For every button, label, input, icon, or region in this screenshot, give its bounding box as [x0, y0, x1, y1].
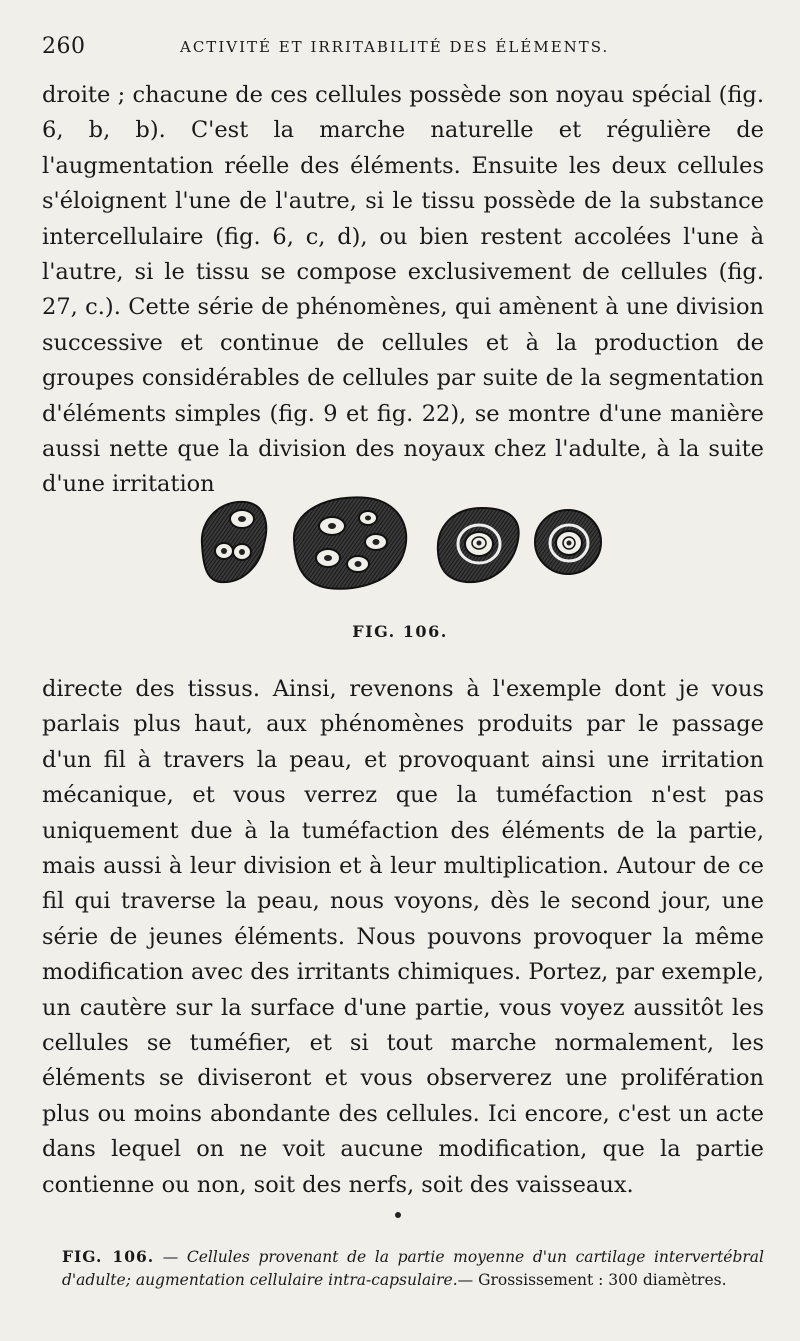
cell-group-2: [294, 497, 406, 588]
separator-dot: [395, 1212, 401, 1218]
cell-group-1: [202, 502, 266, 582]
cell-group-3: [438, 508, 519, 582]
cell-group-4: [535, 510, 601, 574]
caption-label: FIG. 106.: [62, 1247, 155, 1266]
figure-cell-illustration: [190, 492, 610, 592]
paragraph: directe des tissus. Ainsi, revenons à l'exemple dont je vous parlais plus haut, aux phénomènes produits par le passage d'un fil à travers la peau, et provoquant ainsi une irritation mécanique, et vous verrez que la tuméfaction n'est pas uniquement due à la tuméfaction des éléments de la partie, mais aussi à leur division et à leur multiplication. Autour de ce fil qui traverse la peau, nous voyons, dès le second jour, une série de jeunes éléments. Nous pouvons provoquer la même modification avec des irritants chimiques. Portez, par exemple, un cautère sur la surface d'une partie, vous voyez aussitôt les cellules se tuméfier, et si tout marche normalement, les éléments se diviseront et vous observerez une prolifération plus ou moins abondante des cellules. Ici encore, c'est un acte dans lequel on ne voit aucune modification, que la partie contienne ou non, soit des nerfs, soit des vaisseaux.: [42, 676, 764, 1198]
figure-caption: [62, 1246, 764, 1291]
cartilage-cells-engraving: [190, 492, 610, 592]
caption-magnification: — Grossissement : 300 diamètres.: [457, 1270, 727, 1289]
caption-description: — Cellules provenant de la partie moyenne d'un cartilage intervertébral d'adulte; augmentation cellulaire intra-capsulaire.: [62, 1248, 764, 1289]
paragraph: droite ; chacune de ces cellules possède son noyau spécial (fig. 6, b, b). C'est la marche naturelle et régulière de l'augmentation réelle des éléments. Ensuite les deux cellules s'éloignent l'une de l'autre, si le tissu possède de la substance intercellulaire (fig. 6, c, d), ou bien restent accolées l'une à l'autre, si le tissu se compose exclusivement de cellules (fig. 27, c.). Cette série de phénomènes, qui amènent à une division successive et continue de cellules et à la production de groupes considérables de cellules par suite de la segmentation d'éléments simples (fig. 9 et fig. 22), se montre d'une manière aussi nette que la division des noyaux chez l'adulte, à la suite d'une irritation: [42, 82, 764, 498]
figure-label: FIG. 106.: [352, 622, 448, 641]
running-title: ACTIVITÉ ET IRRITABILITÉ DES ÉLÉMENTS.: [180, 38, 610, 56]
page-number: 260: [42, 34, 86, 59]
